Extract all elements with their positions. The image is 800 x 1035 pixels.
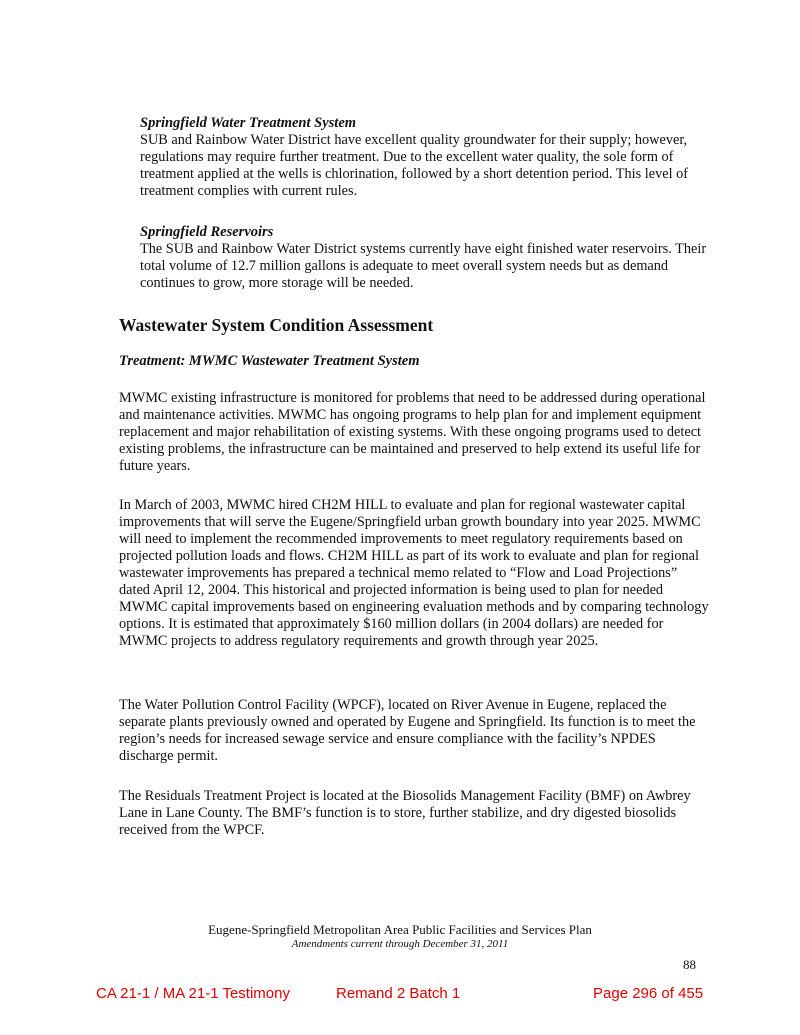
batch-stamp: Remand 2 Batch 1 [336,985,461,1002]
water-treatment-section [140,115,710,200]
footer-title: Eugene-Springfield Metropolitan Area Public Facilities and Services Plan [208,922,592,937]
paragraph-wpcf: The Water Pollution Control Facility (WPCF), located on River Avenue in Eugene, replaced the separate plants previously owned and operated by Eugene and Springfield. Its function is to meet the region’s needs for increased sewage service and ensure compliance with the facility’s NPDES discharge permit. [119,697,696,764]
testimony-stamp: CA 21-1 / MA 21-1 Testimony [96,985,290,1002]
page-count-stamp: Page 296 of 455 [593,985,704,1002]
reservoirs-text: The SUB and Rainbow Water District systems currently have eight finished water reservoirs. Their total volume of 12.7 million gallons is adequate to meet overall system needs but as demand continues to grow, more storage will be needed. [140,241,707,291]
treatment-heading: Treatment: MWMC Wastewater Treatment System [119,353,420,369]
footer-subtitle: Amendments current through December 31, 2011 [291,938,509,950]
wastewater-section-title: Wastewater System Condition Assessment [119,315,434,335]
page-number: 88 [683,957,696,972]
paragraph-bmf: The Residuals Treatment Project is located at the Biosolids Management Facility (BMF) on Awbrey Lane in Lane County. The BMF’s function is to store, further stabilize, and dry digested biosolids received from the WPCF. [119,788,691,838]
water-treatment-heading: Springfield Water Treatment System [140,115,357,131]
reservoirs-section [140,224,710,292]
paragraph-infrastructure: MWMC existing infrastructure is monitored for problems that need to be addressed during operational and maintenance activities. MWMC has ongoing programs to help plan for and implement equipment replacement and major rehabilitation of existing systems. With these ongoing programs used to detect existing problems, the infrastructure can be maintained and preserved to help extend its useful life for future years. [119,390,706,474]
water-treatment-text: SUB and Rainbow Water District have excellent quality groundwater for their supply; however, regulations may require further treatment. Due to the excellent water quality, the sole form of treatment applied at the wells is chlorination, followed by a short detention period. This level of treatment complies with current rules. [140,132,689,199]
reservoirs-heading: Springfield Reservoirs [140,224,274,240]
paragraph-ch2m-hill: In March of 2003, MWMC hired CH2M HILL to evaluate and plan for regional wastewater capital improvements that will serve the Eugene/Springfield urban growth boundary into year 2025. MWMC will need to implement the recommended improvements to meet regulatory requirements based on projected pollution loads and flows. CH2M HILL as part of its work to evaluate and plan for regional wastewater improvements has prepared a technical memo related to “Flow and Load Projections” dated April 12, 2004. This historical and projected information is being used to plan for needed MWMC capital improvements based on engineering evaluation methods and by comparing technology options. It is estimated that approximately $160 million dollars (in 2004 dollars) are needed for MWMC projects to address regulatory requirements and growth through year 2025. [119,497,709,649]
